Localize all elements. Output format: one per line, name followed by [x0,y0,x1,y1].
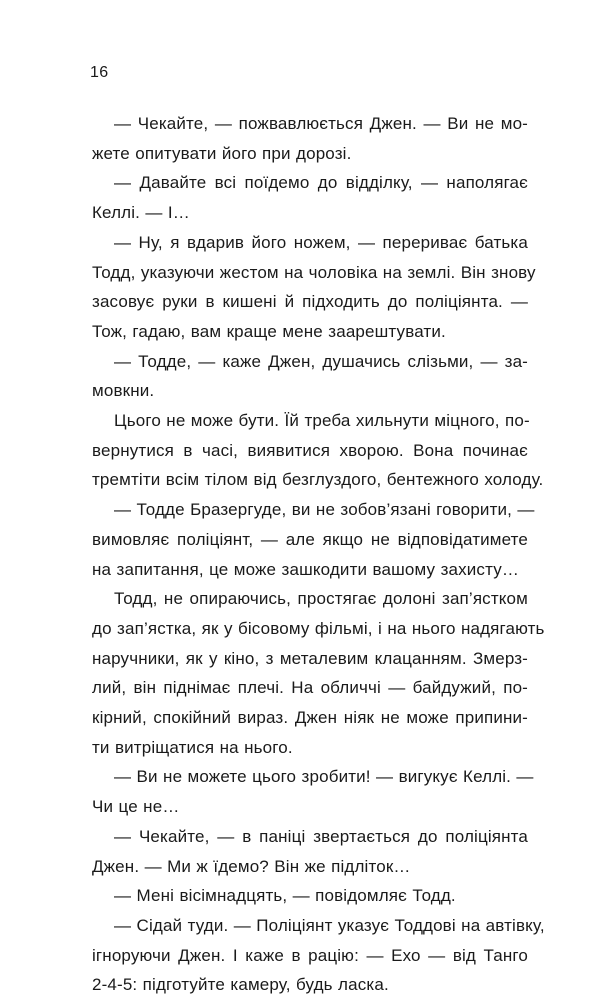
paragraph [92,406,544,495]
text-line: — Чекайте, — пожвавлюється Джен. — Ви не мо- [114,114,528,133]
paragraph [92,881,528,911]
text-line: — Тодде Бразергуде, ви не зобов’язані говорити, — [114,500,535,520]
paragraph [92,495,535,584]
text-line: вимовляє поліціянт, — але якщо не відповідатимете [92,529,528,549]
paragraph [92,109,528,168]
text-line: Тодд, не опираючись, простягає долоні зап’ястком [114,589,528,609]
text-line: до зап’ястка, як у бісовому фільмі, і на нього надягають [92,618,545,638]
text-line: жете опитувати його при дорозі. [92,143,352,163]
text-line: лий, він піднімає плечі. На обличчі — байдужий, по- [92,678,528,698]
text-line: наручники, як у кіно, з металевим клацанням. Змерз- [92,648,528,668]
text-line: тремтіти всім тілом від безглуздого, бентежного холоду. [92,470,544,490]
text-line: Чи це не… [92,797,180,817]
paragraph [92,168,528,227]
paragraph [92,584,545,762]
text-line: Джен. — Ми ж їдемо? Він же підліток… [92,856,411,876]
text-line: мовкни. [92,381,155,401]
paragraph [92,228,536,347]
text-line: 2-4-5: підготуйте камеру, будь ласка. [92,975,389,995]
text-line: — Сідай туди. — Поліціянт указує Тоддові на автівку, [114,915,545,935]
text-line: ти витріщатися на нього. [92,737,293,757]
text-line: вернутися в часі, виявитися хворою. Вона починає [92,440,528,460]
body-text [92,109,545,1000]
page-number: 16 [90,64,109,81]
text-line: — Ну, я вдарив його ножем, — перериває батька [114,232,528,252]
text-line: Цього не може бути. Їй треба хильнути міцного, по- [114,411,530,431]
paragraph [92,911,545,1000]
paragraph [92,347,528,406]
text-line: Тож, гадаю, вам краще мене заарештувати. [92,321,446,341]
text-line: — Тодде, — каже Джен, душачись слізьми, — за- [114,351,528,371]
text-line: кірний, спокійний вираз. Джен ніяк не може припини- [92,708,528,728]
text-line: на запитання, це може зашкодити вашому захисту… [92,559,519,579]
text-line: ігноруючи Джен. І каже в рацію: — Ехо — від Танго [92,945,528,965]
paragraph [92,822,528,881]
text-line: — Давайте всі поїдемо до відділку, — наполягає [114,173,528,193]
text-line: засовує руки в кишені й підходить до поліціянта. — [92,292,528,312]
text-line: Келлі. — І… [92,203,190,223]
text-line: — Ви не можете цього зробити! — вигукує Келлі. — [114,767,534,787]
text-line: Тодд, указуючи жестом на чоловіка на землі. Він знову [92,262,536,282]
text-line: — Мені вісімнадцять, — повідомляє Тодд. [114,886,456,906]
text-line: — Чекайте, — в паніці звертається до поліціянта [114,826,528,846]
paragraph [92,762,534,821]
